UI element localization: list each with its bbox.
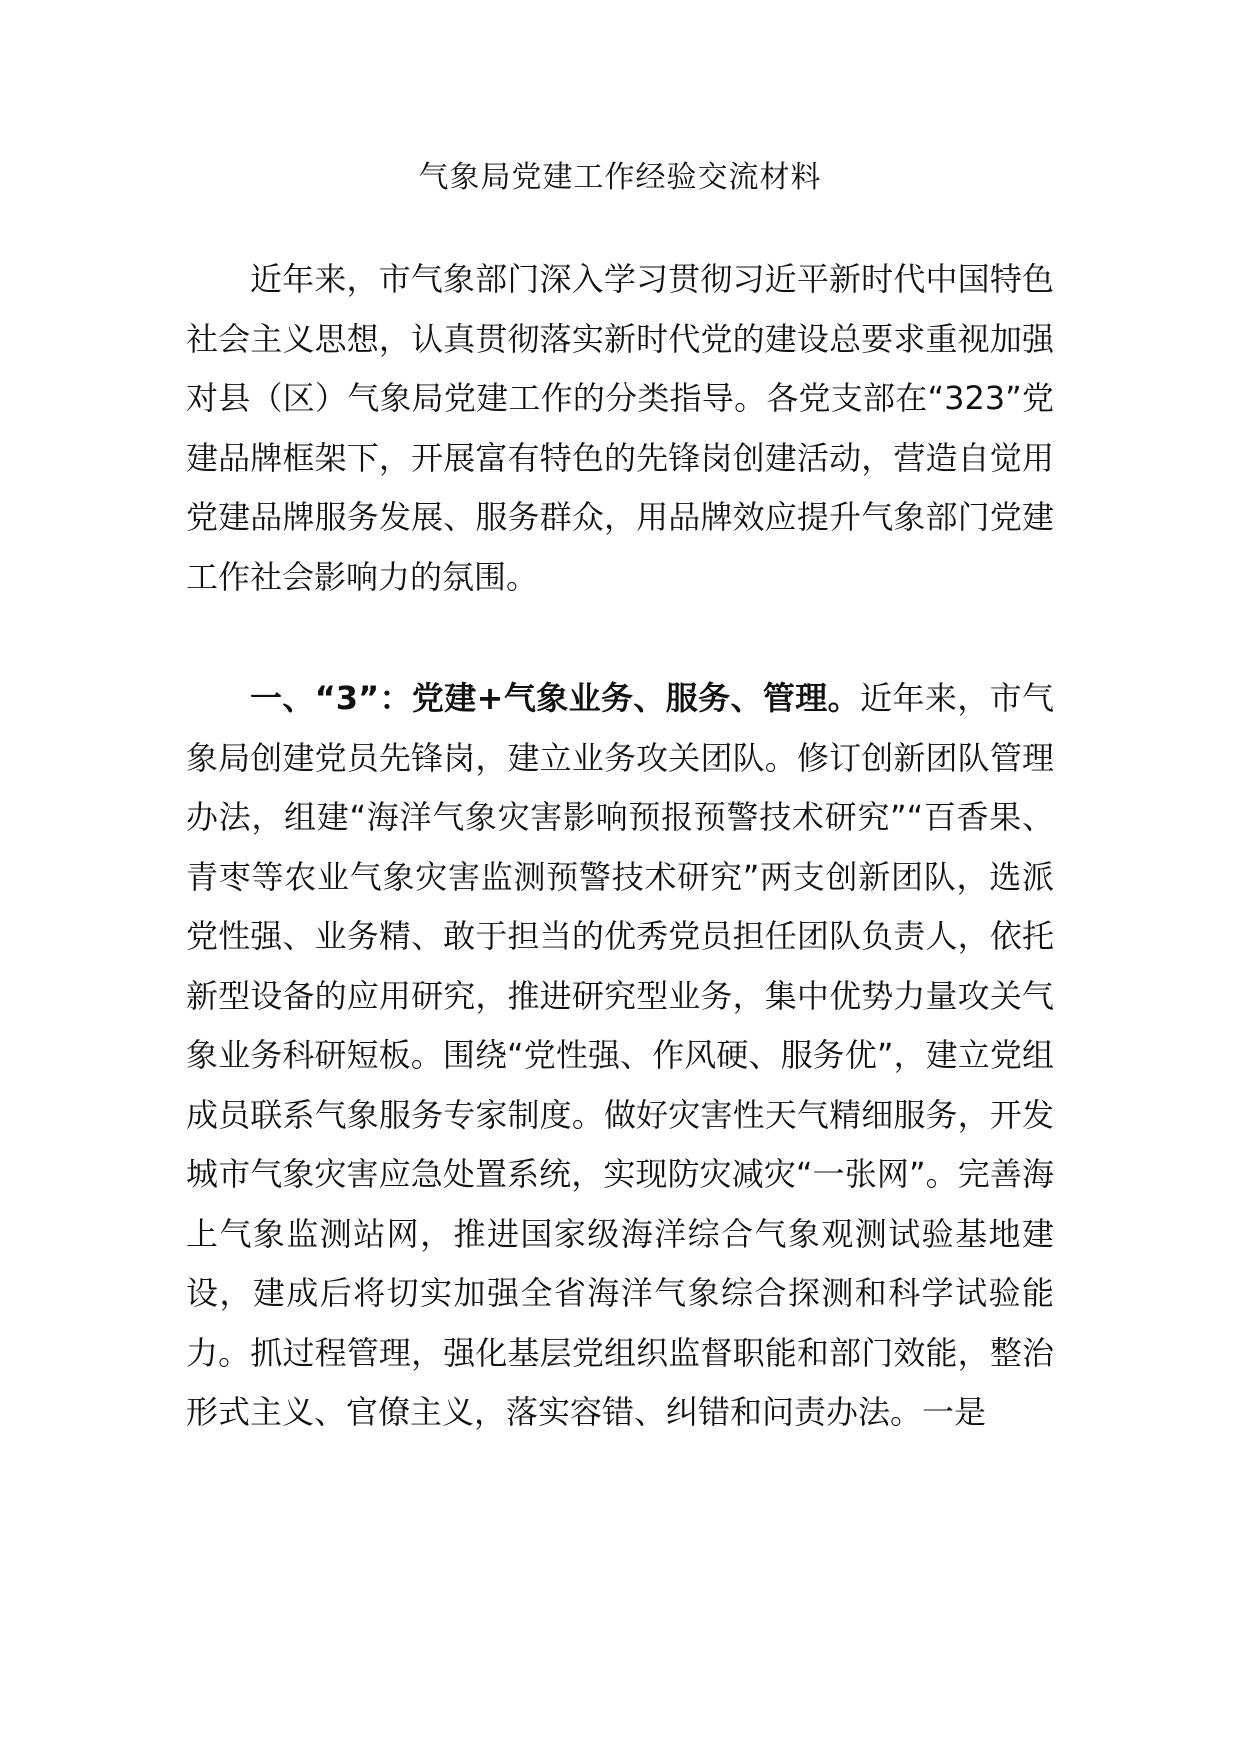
document-title: 气象局党建工作经验交流材料 [418,160,822,195]
section-one-heading: 一、“3”：党建+气象业务、服务、管理。 [250,679,861,717]
intro-paragraph: 近年来，市气象部门深入学习贯彻习近平新时代中国特色社会主义思想，认真贯彻落实新时代党的建设总要求重视加强对县（区）气象局党建工作的分类指导。各党支部在“323”党建品牌框架下，开展富有特色的先锋岗创建活动，营造自觉用党建品牌服务发展、服务群众，用品牌效应提升气象部门党建工作社会影响力的氛围。 [186,260,1054,596]
section-one-paragraph [186,669,1054,1443]
section-one-body: 近年来，市气象局创建党员先锋岗，建立业务攻关团队。修订创新团队管理办法，组建“海洋气象灾害影响预报预警技术研究”“百香果、青枣等农业气象灾害监测预警技术研究”两支创新团队，选派党性强、业务精、敢于担当的优秀党员担任团队负责人，依托新型设备的应用研究，推进研究型业务，集中优势力量攻关气象业务科研短板。围绕“党性强、作风硬、服务优”，建立党组成员联系气象服务专家制度。做好灾害性天气精细服务，开发城市气象灾害应急处置系统，实现防灾减灾“一张网”。完善海上气象监测站网，推进国家级海洋综合气象观测试验基地建设，建成后将切实加强全省海洋气象综合探测和科学试验能力。抓过程管理，强化基层党组织监督职能和部门效能，整治形式主义、官僚主义，落实容错、纠错和问责办法。一是 [186,679,1054,1431]
